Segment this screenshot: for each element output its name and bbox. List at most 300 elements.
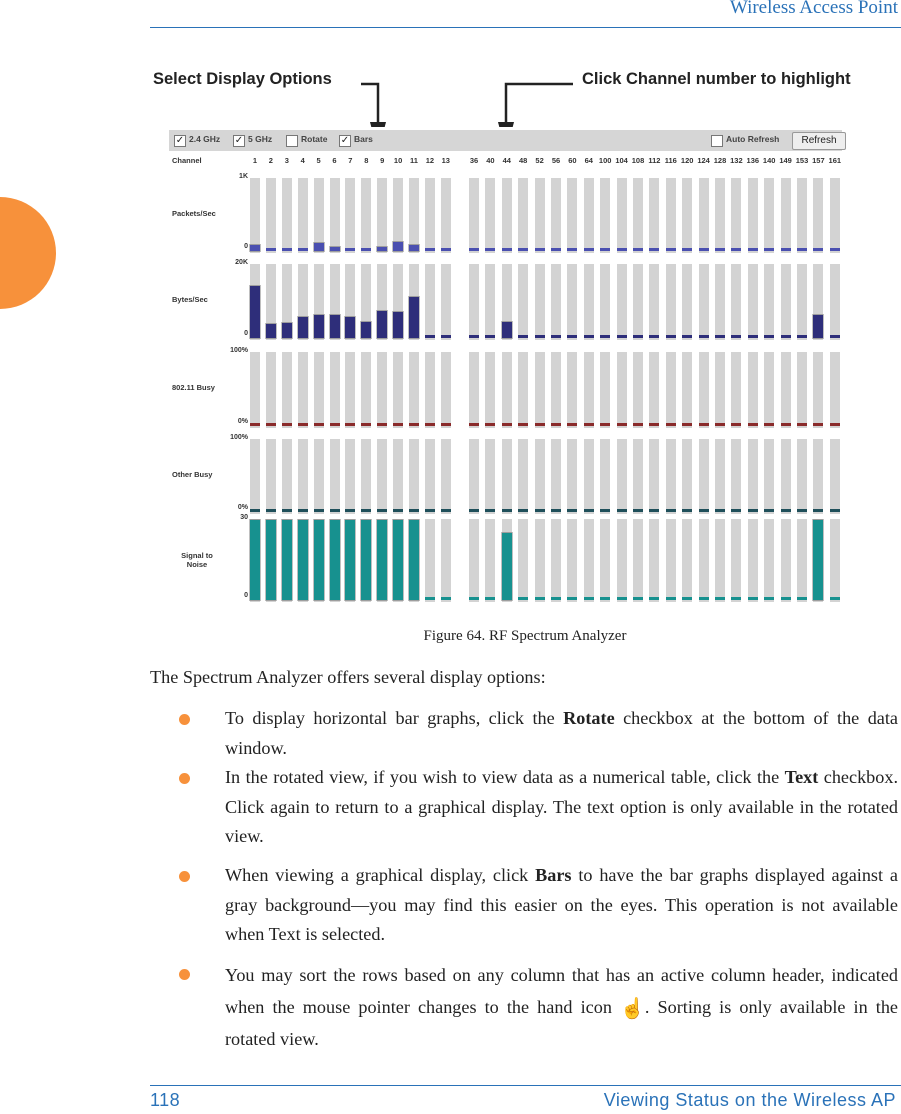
bar-background	[502, 178, 512, 253]
bar-bytes-sec	[377, 311, 387, 338]
bar-other-busy	[699, 509, 709, 512]
bar-packets-sec	[649, 248, 659, 251]
channel-label-3[interactable]: 3	[284, 156, 289, 165]
bar-802-11-busy	[731, 423, 741, 426]
intro-paragraph: The Spectrum Analyzer offers several display options:	[150, 667, 546, 687]
bar-802-11-busy	[551, 423, 561, 426]
bar-background	[617, 178, 627, 253]
axis-max-label: 30	[240, 514, 248, 521]
bar-802-11-busy	[377, 423, 387, 426]
bar-packets-sec	[567, 248, 577, 251]
bar-other-busy	[250, 509, 260, 512]
channel-label-44[interactable]: 44	[502, 156, 511, 165]
bullet-text: . Sorting is only available in the rotated view.	[225, 997, 898, 1049]
bar-signal-to-noise	[584, 597, 594, 600]
bar-packets-sec	[682, 248, 692, 251]
bar-background	[649, 352, 659, 428]
channel-label-149[interactable]: 149	[779, 156, 792, 165]
bar-other-busy	[485, 509, 495, 512]
bar-802-11-busy	[764, 423, 774, 426]
bar-bytes-sec	[361, 322, 371, 338]
checkbox-2-4ghz-label: 2.4 GHz	[189, 134, 221, 144]
bar-other-busy	[345, 509, 355, 512]
channel-label-132[interactable]: 132	[730, 156, 743, 165]
bar-background	[666, 352, 676, 428]
bar-signal-to-noise	[282, 520, 292, 600]
bar-background	[617, 519, 627, 602]
bar-background	[409, 352, 419, 428]
bar-background	[715, 519, 725, 602]
bar-background	[393, 439, 403, 514]
bar-background	[666, 519, 676, 602]
channel-label-13[interactable]: 13	[441, 156, 450, 165]
bar-other-busy	[567, 509, 577, 512]
bar-other-busy	[830, 509, 840, 512]
bar-bytes-sec	[425, 335, 435, 338]
callout-select-display-options: Select Display Options	[153, 70, 332, 88]
bar-background	[409, 439, 419, 514]
bar-signal-to-noise	[797, 597, 807, 600]
channel-label-5[interactable]: 5	[316, 156, 321, 165]
channel-label-161[interactable]: 161	[828, 156, 842, 165]
bullet-paragraph-text	[225, 763, 898, 852]
bar-other-busy	[393, 509, 403, 512]
bar-background	[731, 439, 741, 514]
bar-signal-to-noise	[535, 597, 545, 600]
bar-other-busy	[781, 509, 791, 512]
bullet-text: You may sort the rows based on any column that has an active column header, indicated when the mouse pointer changes to the hand icon	[225, 965, 898, 1017]
bar-other-busy	[797, 509, 807, 512]
bar-signal-to-noise	[425, 597, 435, 600]
bar-packets-sec	[781, 248, 791, 251]
bar-802-11-busy	[633, 423, 643, 426]
bar-background	[314, 178, 324, 253]
bar-background	[567, 519, 577, 602]
bar-background	[441, 178, 451, 253]
bar-packets-sec	[715, 248, 725, 251]
bar-packets-sec	[633, 248, 643, 251]
bar-packets-sec	[393, 242, 403, 251]
bar-background	[535, 519, 545, 602]
bar-background	[551, 178, 561, 253]
bar-bytes-sec	[551, 335, 561, 338]
bar-bytes-sec	[584, 335, 594, 338]
bar-signal-to-noise	[485, 597, 495, 600]
channel-label-128[interactable]: 128	[713, 156, 727, 165]
bar-background	[830, 352, 840, 428]
bar-background	[535, 352, 545, 428]
bar-802-11-busy	[469, 423, 479, 426]
bar-other-busy	[518, 509, 528, 512]
axis-min-label: 0%	[237, 418, 248, 425]
bar-other-busy	[633, 509, 643, 512]
checkbox-2-4ghz[interactable]: ✓	[175, 135, 185, 146]
bar-background	[282, 352, 292, 428]
bar-packets-sec	[617, 248, 627, 251]
bar-packets-sec	[813, 248, 823, 251]
bar-802-11-busy	[425, 423, 435, 426]
bar-background	[731, 352, 741, 428]
bar-signal-to-noise	[441, 597, 451, 600]
bar-background	[298, 178, 308, 253]
bar-signal-to-noise	[314, 520, 324, 600]
bar-background	[600, 519, 610, 602]
bar-background	[250, 439, 260, 514]
bar-802-11-busy	[715, 423, 725, 426]
bar-802-11-busy	[699, 423, 709, 426]
bar-bytes-sec	[600, 335, 610, 338]
bar-802-11-busy	[282, 423, 292, 426]
bar-background	[469, 352, 479, 428]
bar-background	[361, 352, 371, 428]
bar-background	[633, 264, 643, 340]
bar-background	[797, 519, 807, 602]
bar-bytes-sec	[266, 324, 276, 338]
bar-background	[518, 439, 528, 514]
bar-background	[715, 439, 725, 514]
channel-label-2[interactable]: 2	[268, 156, 273, 165]
bar-packets-sec	[535, 248, 545, 251]
bar-other-busy	[748, 509, 758, 512]
bullet-marker	[179, 871, 190, 882]
bar-background	[441, 439, 451, 514]
bar-802-11-busy	[617, 423, 627, 426]
bar-background	[361, 439, 371, 514]
bar-background	[830, 519, 840, 602]
bar-background	[715, 178, 725, 253]
bar-background	[699, 352, 709, 428]
bullet-text: When viewing a graphical display, click	[225, 865, 536, 885]
bar-other-busy	[502, 509, 512, 512]
bar-background	[393, 352, 403, 428]
bar-background	[567, 264, 577, 340]
bar-background	[502, 352, 512, 428]
bar-background	[361, 178, 371, 253]
bar-bytes-sec	[298, 317, 308, 338]
bar-bytes-sec	[633, 335, 643, 338]
channel-label-112[interactable]: 112	[648, 156, 661, 165]
header-title: Wireless Access Point	[729, 0, 898, 18]
bar-signal-to-noise	[666, 597, 676, 600]
channel-label-40[interactable]: 40	[486, 156, 495, 165]
bar-background	[830, 264, 840, 340]
bar-signal-to-noise	[781, 597, 791, 600]
bar-bytes-sec	[649, 335, 659, 338]
bar-signal-to-noise	[377, 520, 387, 600]
bar-802-11-busy	[298, 423, 308, 426]
bar-background	[314, 439, 324, 514]
bar-packets-sec	[330, 247, 340, 251]
bar-background	[781, 439, 791, 514]
bar-802-11-busy	[830, 423, 840, 426]
bar-background	[330, 352, 340, 428]
bar-background	[551, 264, 561, 340]
bar-background	[748, 519, 758, 602]
bar-background	[813, 178, 823, 253]
bar-signal-to-noise	[764, 597, 774, 600]
bar-background	[781, 264, 791, 340]
bar-802-11-busy	[409, 423, 419, 426]
bar-background	[682, 264, 692, 340]
bar-background	[485, 439, 495, 514]
bar-background	[345, 178, 355, 253]
bar-signal-to-noise	[813, 520, 823, 600]
checkbox-bars[interactable]: ✓	[340, 135, 350, 146]
bar-background	[731, 519, 741, 602]
page-number: 118	[150, 1090, 181, 1110]
axis-max-label: 20K	[235, 259, 248, 266]
bar-bytes-sec	[797, 335, 807, 338]
channel-label-10[interactable]: 10	[393, 156, 403, 165]
bar-802-11-busy	[518, 423, 528, 426]
bar-signal-to-noise	[567, 597, 577, 600]
bar-802-11-busy	[797, 423, 807, 426]
bar-bytes-sec	[502, 322, 512, 338]
bar-packets-sec	[731, 248, 741, 251]
bar-packets-sec	[282, 248, 292, 251]
bar-background	[485, 264, 495, 340]
bar-other-busy	[298, 509, 308, 512]
bar-background	[830, 178, 840, 253]
bar-other-busy	[584, 509, 594, 512]
bar-background	[345, 352, 355, 428]
bullet-text: checkbox. Click again to return to a graphical display. The text option is only available in the rotated view.	[225, 767, 898, 846]
bar-802-11-busy	[666, 423, 676, 426]
bar-bytes-sec	[617, 335, 627, 338]
channel-label-157[interactable]: 157	[812, 156, 825, 165]
bar-background	[502, 439, 512, 514]
bar-802-11-busy	[361, 423, 371, 426]
bar-packets-sec	[748, 248, 758, 251]
bar-background	[666, 178, 676, 253]
bar-other-busy	[813, 509, 823, 512]
bar-bytes-sec	[699, 335, 709, 338]
channel-label-60[interactable]: 60	[568, 156, 577, 165]
bar-background	[764, 178, 774, 253]
bar-background	[298, 352, 308, 428]
bar-802-11-busy	[314, 423, 324, 426]
channel-label-12[interactable]: 12	[425, 156, 435, 165]
bar-bytes-sec	[330, 315, 340, 338]
bullet-keyword: Bars	[535, 865, 572, 885]
bar-other-busy	[330, 509, 340, 512]
channel-label-140[interactable]: 140	[762, 156, 776, 165]
hand-pointer-icon: ☝	[620, 997, 645, 1020]
bar-background	[699, 178, 709, 253]
bar-bytes-sec	[282, 323, 292, 338]
bar-other-busy	[425, 509, 435, 512]
bar-signal-to-noise	[345, 520, 355, 600]
bar-packets-sec	[409, 245, 419, 251]
bar-other-busy	[441, 509, 451, 512]
channel-label-124[interactable]: 124	[697, 156, 710, 165]
bar-802-11-busy	[250, 423, 260, 426]
bar-bytes-sec	[764, 335, 774, 338]
bar-802-11-busy	[567, 423, 577, 426]
analyzer-toolbar	[169, 130, 842, 151]
bar-background	[425, 264, 435, 340]
checkbox-auto-refresh[interactable]	[711, 135, 723, 147]
bar-background	[425, 352, 435, 428]
channel-label-104[interactable]: 104	[615, 156, 628, 165]
bar-background	[600, 264, 610, 340]
bar-background	[649, 519, 659, 602]
bar-background	[425, 439, 435, 514]
bar-background	[666, 264, 676, 340]
channel-label-9[interactable]: 9	[380, 156, 385, 165]
bar-background	[699, 439, 709, 514]
bar-other-busy	[682, 509, 692, 512]
row-label: Bytes/Sec	[172, 295, 208, 304]
bar-background	[330, 439, 340, 514]
bar-signal-to-noise	[551, 597, 561, 600]
bar-background	[250, 178, 260, 253]
bar-background	[617, 439, 627, 514]
channel-label-100[interactable]: 100	[598, 156, 612, 165]
channel-label-8[interactable]: 8	[364, 156, 369, 165]
bar-signal-to-noise	[502, 533, 512, 600]
bar-802-11-busy	[345, 423, 355, 426]
checkbox-auto-refresh-label: Auto Refresh	[726, 134, 780, 144]
bar-bytes-sec	[781, 335, 791, 338]
bar-packets-sec	[345, 248, 355, 251]
bar-signal-to-noise	[617, 597, 627, 600]
channel-label-56[interactable]: 56	[551, 156, 561, 165]
bar-background	[797, 178, 807, 253]
bar-bytes-sec	[345, 317, 355, 338]
bar-other-busy	[715, 509, 725, 512]
bar-packets-sec	[584, 248, 594, 251]
bar-bytes-sec	[567, 335, 577, 338]
bar-other-busy	[377, 509, 387, 512]
bar-background	[748, 352, 758, 428]
bar-signal-to-noise	[715, 597, 725, 600]
bar-background	[764, 519, 774, 602]
channel-label-7[interactable]: 7	[348, 156, 353, 165]
bar-background	[518, 519, 528, 602]
channel-label-153[interactable]: 153	[795, 156, 809, 165]
bar-background	[748, 439, 758, 514]
bar-other-busy	[649, 509, 659, 512]
bar-signal-to-noise	[361, 520, 371, 600]
bar-background	[617, 352, 627, 428]
bar-background	[535, 439, 545, 514]
bar-background	[485, 519, 495, 602]
bar-background	[535, 178, 545, 253]
channel-label-6[interactable]: 6	[332, 156, 337, 165]
bar-background	[682, 519, 692, 602]
checkbox-rotate[interactable]	[286, 135, 298, 147]
bar-background	[567, 352, 577, 428]
bar-background	[377, 178, 387, 253]
bar-background	[250, 352, 260, 428]
bar-other-busy	[551, 509, 561, 512]
bar-other-busy	[469, 509, 479, 512]
bar-background	[518, 352, 528, 428]
bar-bytes-sec	[715, 335, 725, 338]
bar-signal-to-noise	[830, 597, 840, 600]
bullet-text: In the rotated view, if you wish to view data as a numerical table, click the	[225, 767, 785, 787]
bar-background	[584, 178, 594, 253]
bar-802-11-busy	[682, 423, 692, 426]
bar-background	[377, 352, 387, 428]
bar-802-11-busy	[535, 423, 545, 426]
row-label: Signal to Noise	[181, 551, 213, 569]
bar-background	[266, 352, 276, 428]
bar-other-busy	[666, 509, 676, 512]
bar-background	[797, 352, 807, 428]
bar-other-busy	[600, 509, 610, 512]
axis-max-label: 100%	[230, 347, 248, 354]
bar-802-11-busy	[441, 423, 451, 426]
bar-packets-sec	[469, 248, 479, 251]
bar-bytes-sec	[314, 315, 324, 338]
bar-signal-to-noise	[699, 597, 709, 600]
bar-background	[797, 264, 807, 340]
bar-background	[649, 439, 659, 514]
axis-min-label: 0	[244, 243, 248, 250]
bar-background	[298, 439, 308, 514]
bar-background	[600, 178, 610, 253]
bar-background	[518, 178, 528, 253]
bar-background	[600, 439, 610, 514]
axis-min-label: 0	[244, 592, 248, 599]
bar-background	[441, 519, 451, 602]
bar-bytes-sec	[830, 335, 840, 338]
bullet-marker	[179, 714, 190, 725]
channel-label-64[interactable]: 64	[584, 156, 593, 165]
checkbox-rotate-label: Rotate	[301, 134, 328, 144]
channel-label-136[interactable]: 136	[746, 156, 760, 165]
bar-bytes-sec	[535, 335, 545, 338]
refresh-button[interactable]: Refresh	[792, 132, 846, 150]
bar-background	[469, 519, 479, 602]
bullet-text: to have the bar graphs displayed against a gray background—you may find this easier on the eyes. This operation is not available when Text is selected.	[225, 865, 898, 944]
bar-background	[535, 264, 545, 340]
bar-802-11-busy	[393, 423, 403, 426]
channel-label-48[interactable]: 48	[519, 156, 528, 165]
bar-other-busy	[282, 509, 292, 512]
channel-label-4[interactable]: 4	[300, 156, 305, 165]
bar-bytes-sec	[441, 335, 451, 338]
bar-background	[633, 519, 643, 602]
channel-label-108[interactable]: 108	[631, 156, 645, 165]
bar-background	[485, 352, 495, 428]
checkbox-5ghz[interactable]: ✓	[234, 135, 244, 146]
bar-802-11-busy	[781, 423, 791, 426]
bar-background	[682, 178, 692, 253]
channel-label-120[interactable]: 120	[680, 156, 694, 165]
bar-packets-sec	[518, 248, 528, 251]
spectrum-analyzer	[166, 127, 845, 607]
channel-label-52[interactable]: 52	[535, 156, 544, 165]
channel-label-1[interactable]: 1	[252, 156, 258, 165]
bar-802-11-busy	[748, 423, 758, 426]
bar-bytes-sec	[731, 335, 741, 338]
bar-background	[584, 352, 594, 428]
channel-label-116[interactable]: 116	[664, 156, 677, 165]
bar-background	[345, 439, 355, 514]
bar-background	[797, 439, 807, 514]
bar-other-busy	[764, 509, 774, 512]
bar-signal-to-noise	[600, 597, 610, 600]
channel-label-11[interactable]: 11	[410, 156, 418, 165]
channel-label-36[interactable]: 36	[469, 156, 479, 165]
bar-background	[551, 439, 561, 514]
bar-packets-sec	[502, 248, 512, 251]
bar-802-11-busy	[330, 423, 340, 426]
bar-other-busy	[266, 509, 276, 512]
